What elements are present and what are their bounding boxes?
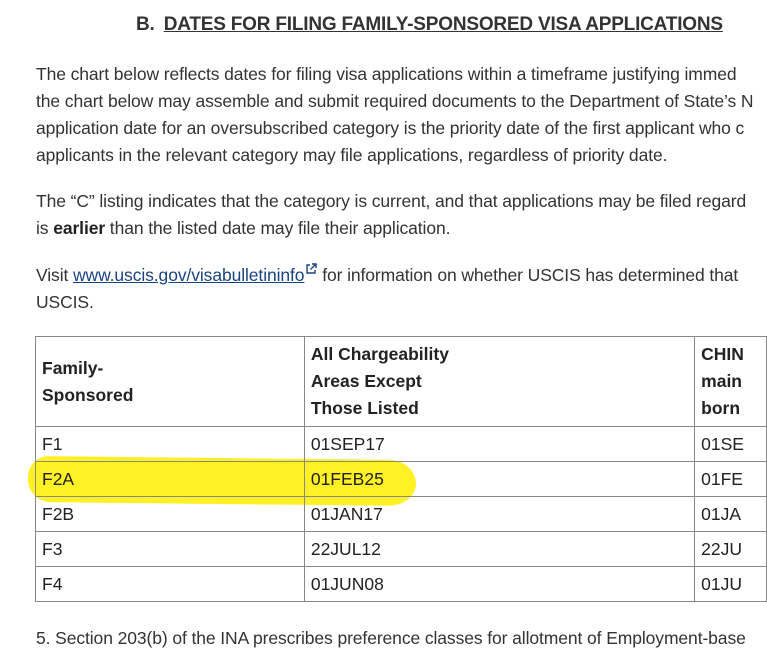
- header-china: [695, 337, 767, 427]
- paragraph-line: application date for an oversubscribed category is the priority date of the first applicant who c: [36, 118, 745, 138]
- table-row: [36, 532, 767, 567]
- header-family-sponsored: [36, 337, 305, 427]
- paragraph-line: The “C” listing indicates that the category is current, and that applications may be filed regard: [36, 191, 747, 211]
- header-line: All Chargeability: [310, 344, 449, 364]
- current-listing-paragraph: [36, 188, 746, 242]
- paragraph-line: The chart below reflects dates for filing visa applications within a timeframe justifying immed: [36, 64, 737, 84]
- external-link-icon: [305, 263, 317, 275]
- cell-china-date: 01JA: [695, 497, 767, 532]
- cell-china-date: 22JU: [695, 532, 767, 567]
- table-row: [36, 497, 767, 532]
- uscis-visa-bulletin-link[interactable]: www.uscis.gov/visabulletininfo: [73, 265, 305, 285]
- paragraph-line: the chart below may assemble and submit required documents to the Department of State’s N: [36, 91, 754, 111]
- header-line: Family-: [42, 357, 104, 378]
- paragraph-text: is: [36, 218, 54, 238]
- cell-all-areas-date: 22JUL12: [304, 532, 694, 567]
- emphasis-text: earlier: [53, 218, 106, 238]
- cell-all-areas-date: 01JUN08: [304, 567, 694, 602]
- cell-china-date: 01FE: [695, 462, 767, 497]
- header-all-chargeability: [304, 337, 694, 427]
- cell-category: F2A: [36, 462, 305, 497]
- intro-paragraph: [36, 61, 753, 169]
- table-row: [36, 427, 767, 462]
- filing-dates-table: [35, 336, 767, 602]
- table-header-row: [36, 337, 767, 427]
- paragraph-line: applicants in the relevant category may file applications, regardless of priority date.: [36, 145, 668, 165]
- paragraph-text: for information on whether USCIS has determined that: [317, 265, 739, 285]
- filing-dates-table-container: [35, 336, 767, 602]
- header-line: Areas Except: [310, 371, 422, 391]
- section-letter: B.: [136, 14, 155, 35]
- cell-all-areas-date: 01JAN17: [304, 497, 694, 532]
- table-row: [36, 567, 767, 602]
- cell-all-areas-date: 01FEB25: [304, 462, 694, 497]
- header-line: main: [701, 371, 743, 391]
- cell-category: F4: [36, 567, 305, 602]
- header-line: Sponsored: [42, 384, 134, 405]
- cell-category: F2B: [36, 497, 305, 532]
- cell-china-date: 01JU: [695, 567, 767, 602]
- paragraph-text: than the listed date may file their application.: [105, 218, 451, 238]
- paragraph-text: Visit: [36, 265, 74, 285]
- cell-category: F1: [36, 427, 305, 462]
- cell-all-areas-date: 01SEP17: [304, 427, 694, 462]
- section-title: DATES FOR FILING FAMILY-SPONSORED VISA APPLICATIONS: [163, 14, 723, 35]
- cell-china-date: 01SE: [695, 427, 767, 462]
- header-line: CHIN: [701, 344, 744, 364]
- section-heading: [136, 14, 723, 36]
- visit-paragraph: [36, 262, 738, 316]
- paragraph-line: USCIS.: [36, 292, 94, 312]
- table-row-highlighted: [36, 462, 767, 497]
- cell-category: F3: [36, 532, 305, 567]
- header-line: Those Listed: [310, 398, 419, 418]
- header-line: born: [701, 398, 741, 418]
- section-203b-item: 5. Section 203(b) of the INA prescribes preference classes for allotment of Employment-base: [36, 628, 746, 648]
